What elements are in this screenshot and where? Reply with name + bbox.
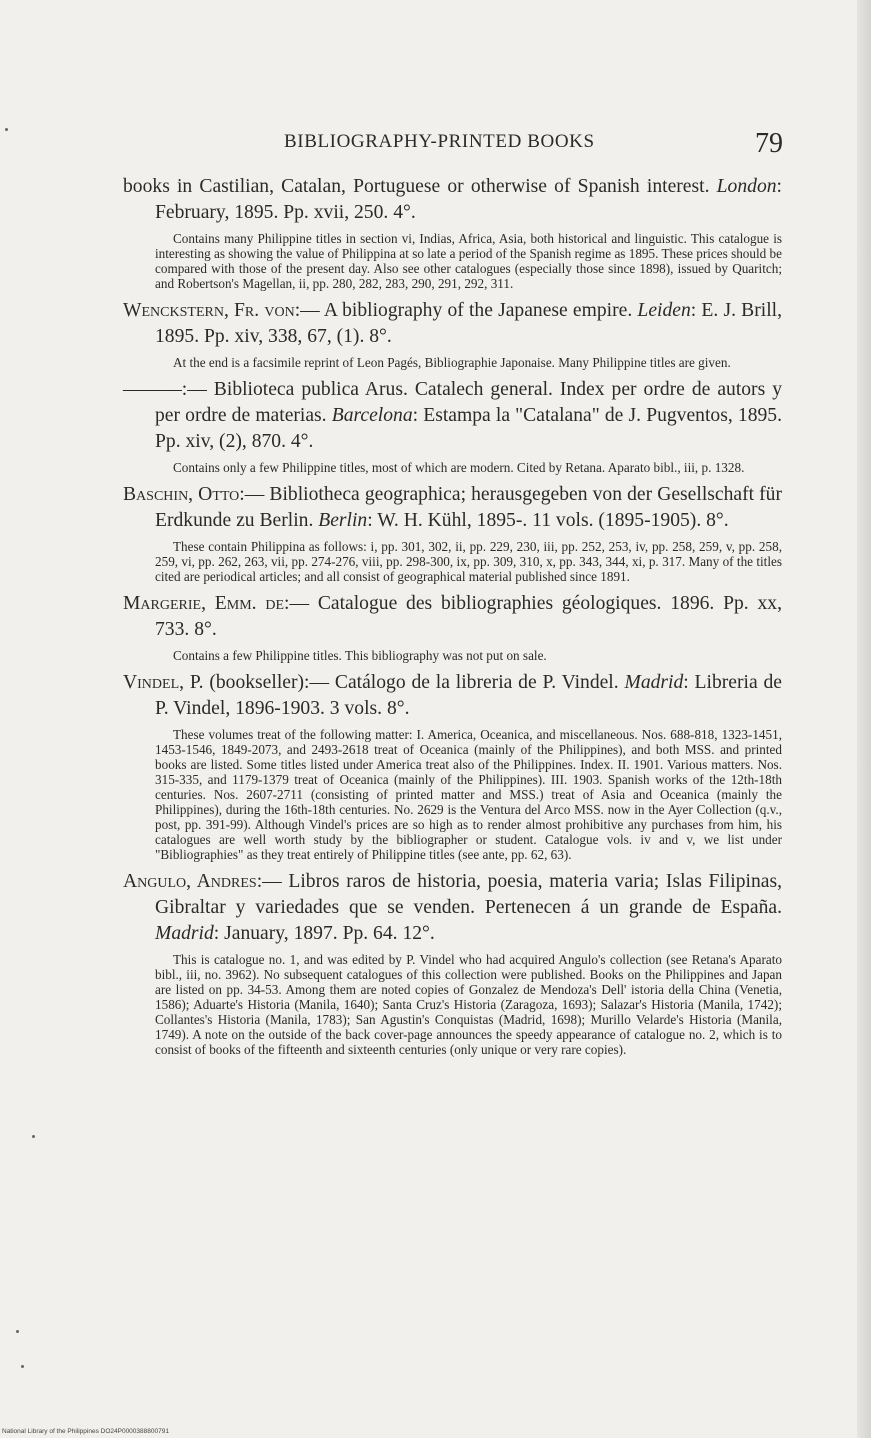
entry-place: Barcelona	[331, 405, 413, 426]
entry-note: Contains many Philippine titles in section vi, Indias, Africa, Asia, both historical and linguistic. This catalogue is interesting as showing the value of Philippina at so late a period of the Spanish regime as 1895. These prices should be compared with those of the present day. Also see other catalogues (especially those since 1898), issued by Quaritch; and Robertson's Magellan, ii, pp. 280, 282, 283, 290, 291, 292, 311.	[155, 231, 782, 291]
page-body	[123, 174, 782, 1064]
scan-footer: National Library of the Philippines DO24P0000388800791	[2, 1428, 169, 1435]
entry-imprint: : Libreria de P. Vindel, 1896-1903. 3 vols. 8°.	[155, 672, 782, 719]
bibliography-entry	[123, 670, 782, 722]
entry-title: :— Biblioteca publica Arus. Catalech general. Index per ordre de autors y per ordre de materias.	[155, 379, 782, 426]
entry-author: Vindel, P.	[123, 672, 204, 693]
scan-speck	[16, 1330, 19, 1333]
entry-title: (bookseller):— Catálogo de la libreria de P. Vindel.	[203, 672, 619, 693]
entry-author: Margerie, Emm. de	[123, 593, 284, 614]
entry-note: Contains only a few Philippine titles, most of which are modern. Cited by Retana. Aparato bibl., iii, p. 1328.	[173, 460, 745, 475]
entry-place: London	[716, 176, 777, 197]
page-number: 79	[755, 128, 783, 159]
entry-author: Baschin, Otto	[123, 484, 240, 505]
entry-title: :— Libros raros de historia, poesia, materia varia; Islas Filipinas, Gibraltar y variedades que se venden. Pertenecen á un grande de España.	[155, 871, 782, 918]
bibliography-entry	[123, 591, 782, 643]
scan-speck	[32, 1135, 35, 1138]
entry-note: These volumes treat of the following matter: I. America, Oceanica, and miscellaneous. Nos. 688-818, 1323-1451, 1453-1546, 1849-2073, and 2493-2618 treat of Oceanica (mainly of the Philippines), and both MSS. and printed books are listed. Some titles listed under America treat also of the Philippines. Index. II. 1901. Various matters. Nos. 315-335, and 1179-1379 treat of Oceanica (mainly of the Philippines). III. 1903. Spanish works of the 12th-18th centuries. Nos. 2607-2711 (consisting of printed matter and MSS.) treat of Asia and Oceanica (mainly the Philippines), during the 16th-18th centuries. No. 2629 is the Ventura del Arco MSS. now in the Ayer Collection (q.v., post, pp. 391-99). Although Vindel's prices are so high as to render almost prohibitive any purchases from him, his catalogues are well worth study by the bibliographer or student. Catalogue vols. iv and v, we list under "Bibliographies" as they treat entirely of Philippine titles (see ante, pp. 62, 63).	[155, 727, 782, 862]
entry-title: :— Bibliotheca geographica; herausgegeben von der Gesellschaft für Erdkunde zu Berlin.	[155, 484, 782, 531]
entry-title: :— A bibliography of the Japanese empire.	[294, 300, 633, 321]
entry-text: books in Castilian, Catalan, Portuguese or otherwise of Spanish interest.	[123, 176, 710, 197]
entry-title: :— Catalogue des bibliographies géologiques. 1896. Pp. xx, 733. 8°.	[155, 593, 782, 640]
entry-place: Leiden	[637, 300, 691, 321]
bibliography-entry	[123, 482, 782, 534]
page-edge	[857, 0, 871, 1438]
entry-imprint: : January, 1897. Pp. 64. 12°.	[213, 923, 435, 944]
entry-imprint: : Estampa la "Catalana" de J. Pugventos, 1895. Pp. xiv, (2), 870. 4°.	[155, 405, 782, 452]
entry-note: These contain Philippina as follows: i, pp. 301, 302, ii, pp. 229, 230, iii, pp. 252, 253, iv, pp. 258, 259, v, pp. 258, 259, vi, pp. 262, 263, vii, pp. 274-276, viii, pp. 298-300, ix, pp. 309, 310, x, pp. 343, 344, xi, p. 317. Many of the titles cited are periodical articles; and all consist of geographical material published since 1891.	[155, 539, 782, 584]
entry-place: Madrid	[624, 672, 684, 693]
entry-imprint: : E. J. Brill, 1895. Pp. xiv, 338, 67, (1). 8°.	[155, 300, 782, 347]
entry-imprint: : W. H. Kühl, 1895-. 11 vols. (1895-1905). 8°.	[367, 510, 729, 531]
entry-author: ———	[123, 379, 182, 400]
entry-note: This is catalogue no. 1, and was edited by P. Vindel who had acquired Angulo's collection (see Retana's Aparato bibl., iii, no. 3962). No subsequent catalogues of this collection were published. Books on the Philippines and Japan are listed on pp. 34-53. Among them are noted copies of Gonzalez de Mendoza's Dell' istoria della China (Venetia, 1586); Aduarte's Historia (Manila, 1640); Santa Cruz's Historia (Zaragoza, 1693); Salazar's Historia (Manila, 1742); Collantes's Historia (Manila, 1783); San Agustin's Conquistas (Madrid, 1698); Murillo Velarde's Historia (Manila, 1749). A note on the outside of the back cover-page announces the speedy appearance of catalogue no. 2, which is to consist of books of the fifteenth and sixteenth centuries (only unique or very rare copies).	[155, 952, 782, 1057]
entry-place: Madrid	[155, 923, 214, 944]
bibliography-entry	[123, 869, 782, 947]
bibliography-entry	[123, 174, 782, 226]
entry-author: Angulo, Andres	[123, 871, 257, 892]
bibliography-entry	[123, 377, 782, 455]
running-head: BIBLIOGRAPHY-PRINTED BOOKS	[284, 131, 595, 152]
entry-note: Contains a few Philippine titles. This bibliography was not put on sale.	[173, 648, 547, 663]
scan-speck	[21, 1365, 24, 1368]
entry-author: Wenckstern, Fr. von	[123, 300, 295, 321]
entry-imprint: : February, 1895. Pp. xvii, 250. 4°.	[155, 176, 782, 223]
bibliography-entry	[123, 298, 782, 350]
entry-note: At the end is a facsimile reprint of Leon Pagés, Bibliographie Japonaise. Many Philippine titles are given.	[173, 355, 731, 370]
entry-place: Berlin	[318, 510, 368, 531]
scan-speck	[5, 128, 8, 131]
